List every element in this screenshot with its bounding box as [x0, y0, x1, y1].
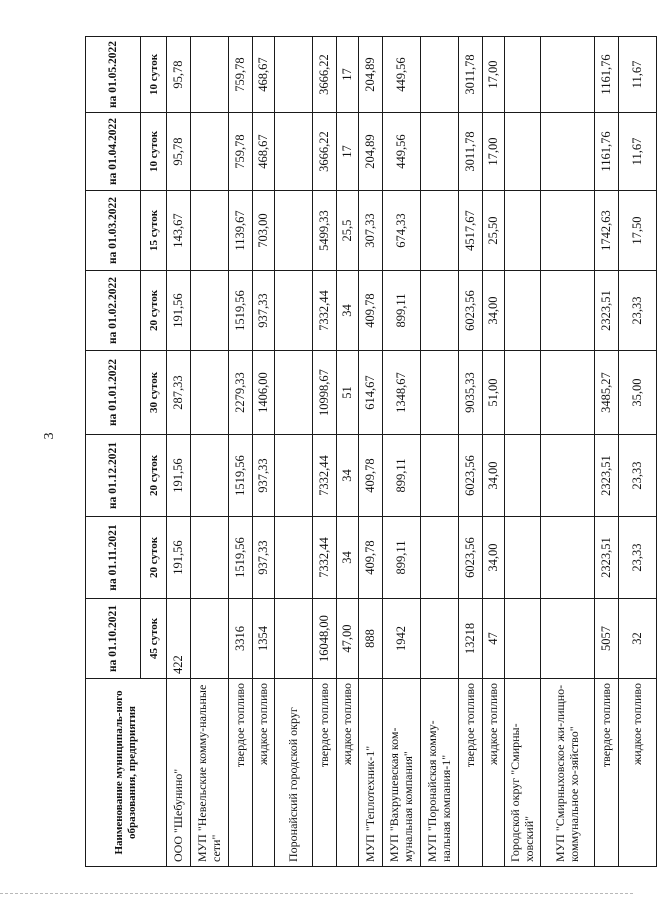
table-cell: 191,56	[167, 517, 191, 599]
table-cell: 703,00	[253, 191, 275, 271]
table-cell	[191, 191, 229, 271]
date-header: на 01.01.2022	[86, 351, 141, 435]
table-cell: 3011,78	[459, 37, 483, 113]
days-header: 20 суток	[141, 271, 167, 351]
table-cell: 204,89	[359, 37, 383, 113]
table-cell	[275, 271, 313, 351]
date-header: на 01.10.2021	[86, 599, 141, 679]
table-cell: 34	[337, 435, 359, 517]
table-cell: 23,33	[619, 435, 657, 517]
table-cell: 2323,51	[595, 435, 619, 517]
organization-name: Городской округ "Смирны-ховский"	[505, 679, 541, 867]
table-cell: 759,78	[229, 113, 253, 191]
table-cell: 34,00	[483, 271, 505, 351]
table-row	[229, 37, 253, 867]
table-cell: 3666,22	[313, 37, 337, 113]
table-cell: 888	[359, 599, 383, 679]
table-cell	[421, 435, 459, 517]
table-cell: 3316	[229, 599, 253, 679]
table-cell: 95,78	[167, 113, 191, 191]
table-cell: 34	[337, 271, 359, 351]
table-cell: 2279,33	[229, 351, 253, 435]
table-cell: 1519,56	[229, 271, 253, 351]
table-cell: 422	[167, 599, 191, 679]
table-cell: 34	[337, 517, 359, 599]
table-cell: 1519,56	[229, 517, 253, 599]
days-header: 10 суток	[141, 37, 167, 113]
table-cell	[541, 517, 595, 599]
table-row	[313, 37, 337, 867]
table-cell: 409,78	[359, 517, 383, 599]
table-cell	[541, 599, 595, 679]
table-cell: 468,67	[253, 37, 275, 113]
table-cell: 51,00	[483, 351, 505, 435]
table-cell: 1942	[383, 599, 421, 679]
table-cell: 937,33	[253, 271, 275, 351]
table-cell	[275, 517, 313, 599]
table-cell: 11,67	[619, 37, 657, 113]
date-header: на 01.05.2022	[86, 37, 141, 113]
fuel-type-label: жидкое топливо	[483, 679, 505, 867]
table-cell	[421, 599, 459, 679]
fuel-type-label: жидкое топливо	[619, 679, 657, 867]
table-cell	[541, 271, 595, 351]
days-header: 20 суток	[141, 517, 167, 599]
table-cell	[191, 435, 229, 517]
table-row	[383, 37, 421, 867]
fuel-type-label: жидкое топливо	[253, 679, 275, 867]
table-row	[505, 37, 541, 867]
table-cell: 4517,67	[459, 191, 483, 271]
fuel-type-label: твердое топливо	[595, 679, 619, 867]
table-cell: 17	[337, 37, 359, 113]
table-cell	[275, 351, 313, 435]
table-cell	[275, 113, 313, 191]
fuel-type-label: твердое топливо	[313, 679, 337, 867]
table-cell: 899,11	[383, 517, 421, 599]
organization-name: МУП "Вахрушевская ком-мунальная компания"	[383, 679, 421, 867]
date-header: на 01.11.2021	[86, 517, 141, 599]
fuel-type-label: твердое топливо	[459, 679, 483, 867]
table-cell	[191, 517, 229, 599]
table-cell: 11,67	[619, 113, 657, 191]
table-cell	[541, 191, 595, 271]
table-cell: 2323,51	[595, 517, 619, 599]
table-row	[167, 37, 191, 867]
table-cell	[505, 351, 541, 435]
organization-name: МУП "Поронайская комму-нальная компания-1"	[421, 679, 459, 867]
scan-edge-line	[0, 893, 633, 894]
fuel-type-label: жидкое топливо	[337, 679, 359, 867]
date-header: на 01.04.2022	[86, 113, 141, 191]
table-cell	[541, 113, 595, 191]
fuel-reserve-table	[85, 36, 657, 867]
table-cell: 23,33	[619, 517, 657, 599]
organization-name: МУП "Невельские комму-нальные сети"	[191, 679, 229, 867]
table-cell: 614,67	[359, 351, 383, 435]
table-cell: 95,78	[167, 37, 191, 113]
table-cell: 191,56	[167, 271, 191, 351]
table-cell: 1139,67	[229, 191, 253, 271]
table-cell	[421, 113, 459, 191]
table-cell	[191, 37, 229, 113]
table-cell: 759,78	[229, 37, 253, 113]
date-header-row	[86, 37, 141, 867]
table-row	[459, 37, 483, 867]
page-number: 3	[42, 432, 57, 440]
table-cell: 674,33	[383, 191, 421, 271]
table-cell: 899,11	[383, 435, 421, 517]
days-header: 15 суток	[141, 191, 167, 271]
table-cell: 7332,44	[313, 435, 337, 517]
table-cell: 6023,56	[459, 271, 483, 351]
fuel-type-label: твердое топливо	[229, 679, 253, 867]
table-cell: 5057	[595, 599, 619, 679]
table-cell: 449,56	[383, 37, 421, 113]
organization-name: МУП "Смирныховское жи-лищно-коммунальное хо-зяйство"	[541, 679, 595, 867]
table-cell: 5499,33	[313, 191, 337, 271]
table-cell: 10998,67	[313, 351, 337, 435]
table-cell: 204,89	[359, 113, 383, 191]
table-cell: 937,33	[253, 517, 275, 599]
table-cell	[275, 435, 313, 517]
table-cell: 7332,44	[313, 517, 337, 599]
table-cell: 1348,67	[383, 351, 421, 435]
table-cell: 17,00	[483, 37, 505, 113]
table-cell	[275, 191, 313, 271]
table-cell	[421, 271, 459, 351]
table-cell: 7332,44	[313, 271, 337, 351]
table-cell	[421, 191, 459, 271]
table-cell: 3485,27	[595, 351, 619, 435]
table-cell	[421, 351, 459, 435]
table-cell: 191,56	[167, 435, 191, 517]
table-cell	[505, 113, 541, 191]
table-row	[191, 37, 229, 867]
table-row	[483, 37, 505, 867]
table-cell: 1161,76	[595, 37, 619, 113]
table-cell: 6023,56	[459, 435, 483, 517]
table-cell: 468,67	[253, 113, 275, 191]
table-cell	[191, 271, 229, 351]
table-row	[359, 37, 383, 867]
table-cell	[191, 351, 229, 435]
table-row	[541, 37, 595, 867]
table-cell	[505, 435, 541, 517]
table-cell: 32	[619, 599, 657, 679]
table-cell: 2323,51	[595, 271, 619, 351]
table-cell	[275, 599, 313, 679]
table-cell: 34,00	[483, 517, 505, 599]
table-cell: 937,33	[253, 435, 275, 517]
days-header: 20 суток	[141, 435, 167, 517]
organization-name: МУП "Теплотехник-1"	[359, 679, 383, 867]
table-cell	[505, 37, 541, 113]
table-cell: 1519,56	[229, 435, 253, 517]
table-cell: 23,33	[619, 271, 657, 351]
table-cell: 47	[483, 599, 505, 679]
table-cell: 13218	[459, 599, 483, 679]
table-cell: 143,67	[167, 191, 191, 271]
table-cell	[505, 191, 541, 271]
days-header: 30 суток	[141, 351, 167, 435]
table-row	[421, 37, 459, 867]
table-cell: 47,00	[337, 599, 359, 679]
table-row	[253, 37, 275, 867]
table-cell	[505, 271, 541, 351]
table-cell: 9035,33	[459, 351, 483, 435]
organization-name: Поронайский городской округ	[275, 679, 313, 867]
days-header: 45 суток	[141, 599, 167, 679]
table-cell: 409,78	[359, 435, 383, 517]
table-cell: 1406,00	[253, 351, 275, 435]
table-cell	[541, 351, 595, 435]
table-cell	[505, 517, 541, 599]
organization-name: ООО "Шебунино"	[167, 679, 191, 867]
table-cell: 3666,22	[313, 113, 337, 191]
table-cell: 3011,78	[459, 113, 483, 191]
table-cell: 25,50	[483, 191, 505, 271]
table-cell: 34,00	[483, 435, 505, 517]
table-cell: 1161,76	[595, 113, 619, 191]
name-column-header: Наименование муниципаль-ного образования, предприятия	[86, 679, 167, 867]
date-header: на 01.02.2022	[86, 271, 141, 351]
table-cell: 16048,00	[313, 599, 337, 679]
table-cell: 51	[337, 351, 359, 435]
table-cell: 17,00	[483, 113, 505, 191]
table-cell: 287,33	[167, 351, 191, 435]
table-cell	[191, 599, 229, 679]
table-cell	[541, 37, 595, 113]
days-header: 10 суток	[141, 113, 167, 191]
table-cell: 409,78	[359, 271, 383, 351]
table-row	[337, 37, 359, 867]
date-header: на 01.12.2021	[86, 435, 141, 517]
table-cell	[275, 37, 313, 113]
table-row	[595, 37, 619, 867]
table-cell	[421, 517, 459, 599]
table-row	[619, 37, 657, 867]
table-cell: 899,11	[383, 271, 421, 351]
table-cell: 17,50	[619, 191, 657, 271]
table-cell: 6023,56	[459, 517, 483, 599]
table-cell	[421, 37, 459, 113]
table-cell	[541, 435, 595, 517]
table-cell: 25,5	[337, 191, 359, 271]
rotated-page-content	[85, 37, 644, 867]
table-row	[275, 37, 313, 867]
table-cell	[505, 599, 541, 679]
table-cell: 17	[337, 113, 359, 191]
table-cell: 35,00	[619, 351, 657, 435]
table-cell: 449,56	[383, 113, 421, 191]
table-cell: 1354	[253, 599, 275, 679]
table-cell: 307,33	[359, 191, 383, 271]
table-cell: 1742,63	[595, 191, 619, 271]
date-header: на 01.03.2022	[86, 191, 141, 271]
table-cell	[191, 113, 229, 191]
